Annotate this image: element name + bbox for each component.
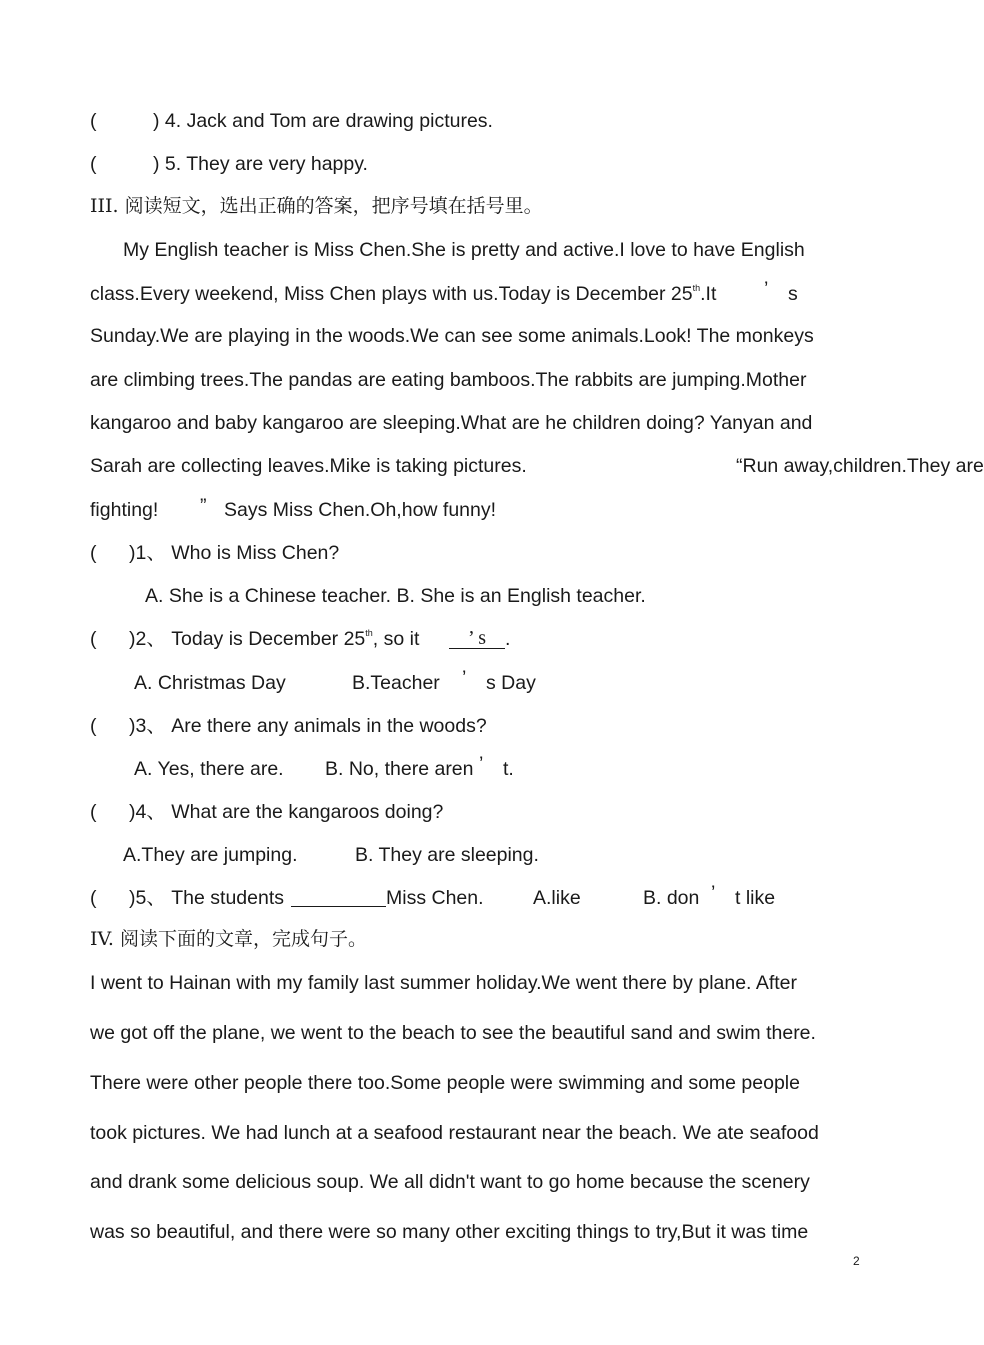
question-4 — [90, 801, 444, 823]
option-a: A. Yes, there are. — [134, 758, 284, 780]
answer-blank — [291, 889, 386, 912]
answer-paren: ( — [90, 153, 97, 175]
question-stem: )3、 Are there any animals in the woods? — [129, 715, 487, 737]
question-stem: )5、 The students — [129, 887, 284, 909]
answer-paren: ( — [90, 887, 97, 909]
passage-line: I went to Hainan with my family last summer holiday.We went there by plane. After — [90, 972, 797, 994]
page-number: 2 — [853, 1254, 860, 1268]
option-b: B. They are sleeping. — [355, 844, 539, 866]
question-stem: )1、 Who is Miss Chen? — [129, 542, 340, 564]
option-b: B.Teacher — [352, 672, 440, 694]
passage-line: Sarah are collecting leaves.Mike is taking pictures. — [90, 455, 527, 477]
passage-line: class.Every weekend, Miss Chen plays with us.Today is December 25th.It — [90, 283, 717, 305]
question-stem-rest: Miss Chen. — [386, 887, 484, 909]
passage-line: Sunday.We are playing in the woods.We can see some animals.Look! The monkeys — [90, 325, 814, 347]
passage-line: fighting! — [90, 499, 159, 521]
answer-paren: ( — [90, 542, 97, 564]
option-b-apostrophe: ’ — [479, 753, 484, 775]
passage-line: s — [788, 283, 798, 305]
passage-line: There were other people there too.Some people were swimming and some people — [90, 1072, 800, 1094]
question-1-options: A. She is a Chinese teacher. B. She is an English teacher. — [145, 585, 646, 607]
section-heading-4: IV. 阅读下面的文章，完成句子。 — [90, 928, 367, 950]
question-2 — [90, 628, 420, 650]
part2-item-5 — [90, 153, 368, 175]
passage-line: are climbing trees.The pandas are eating bamboos.The rabbits are jumping.Mother — [90, 369, 807, 391]
passage-line: we got off the plane, we went to the beach to see the beautiful sand and swim there. — [90, 1022, 816, 1044]
passage-line: took pictures. We had lunch at a seafood restaurant near the beach. We ate seafood — [90, 1122, 819, 1144]
option-b-rest: t. — [503, 758, 514, 780]
question-stem: )4、 What are the kangaroos doing? — [129, 801, 444, 823]
option-b-rest: t like — [735, 887, 776, 909]
question-5 — [90, 887, 284, 909]
answer-blank: ’ s — [449, 628, 505, 649]
answer-paren: ( — [90, 110, 97, 132]
option-b: B. don — [643, 887, 700, 909]
option-a: A.They are jumping. — [123, 844, 298, 866]
option-b-apostrophe: ’ — [711, 882, 716, 904]
part2-item-4 — [90, 110, 493, 132]
question-1 — [90, 542, 340, 564]
passage-line: was so beautiful, and there were so many other exciting things to try,But it was time — [90, 1221, 809, 1243]
passage-line: Says Miss Chen.Oh,how funny! — [224, 499, 497, 521]
item-text: ) 4. Jack and Tom are drawing pictures. — [153, 110, 493, 132]
passage-line: and drank some delicious soup. We all didn't want to go home because the scenery — [90, 1171, 810, 1193]
passage-apostrophe: ’ — [764, 278, 769, 300]
option-b-apostrophe: ’ — [462, 667, 467, 689]
answer-paren: ( — [90, 715, 97, 737]
section-heading-3: III. 阅读短文，选出正确的答案，把序号填在括号里。 — [90, 195, 543, 217]
option-a: A.like — [533, 887, 581, 909]
option-a: A. Christmas Day — [134, 672, 286, 694]
question-3 — [90, 715, 487, 737]
question-stem-end: . — [505, 628, 511, 650]
answer-paren: ( — [90, 628, 97, 650]
passage-line: kangaroo and baby kangaroo are sleeping.What are he children doing? Yanyan and — [90, 412, 813, 434]
item-text: ) 5. They are very happy. — [153, 153, 368, 175]
option-b: B. No, there aren — [325, 758, 474, 780]
option-b-rest: s Day — [486, 672, 536, 694]
passage-quote: ” — [200, 495, 207, 517]
question-stem: )2、 Today is December 25th, so it — [129, 628, 420, 650]
answer-paren: ( — [90, 801, 97, 823]
passage-line: My English teacher is Miss Chen.She is pretty and active.I love to have English — [123, 239, 805, 261]
passage-line: “Run away,children.They are — [736, 455, 984, 477]
